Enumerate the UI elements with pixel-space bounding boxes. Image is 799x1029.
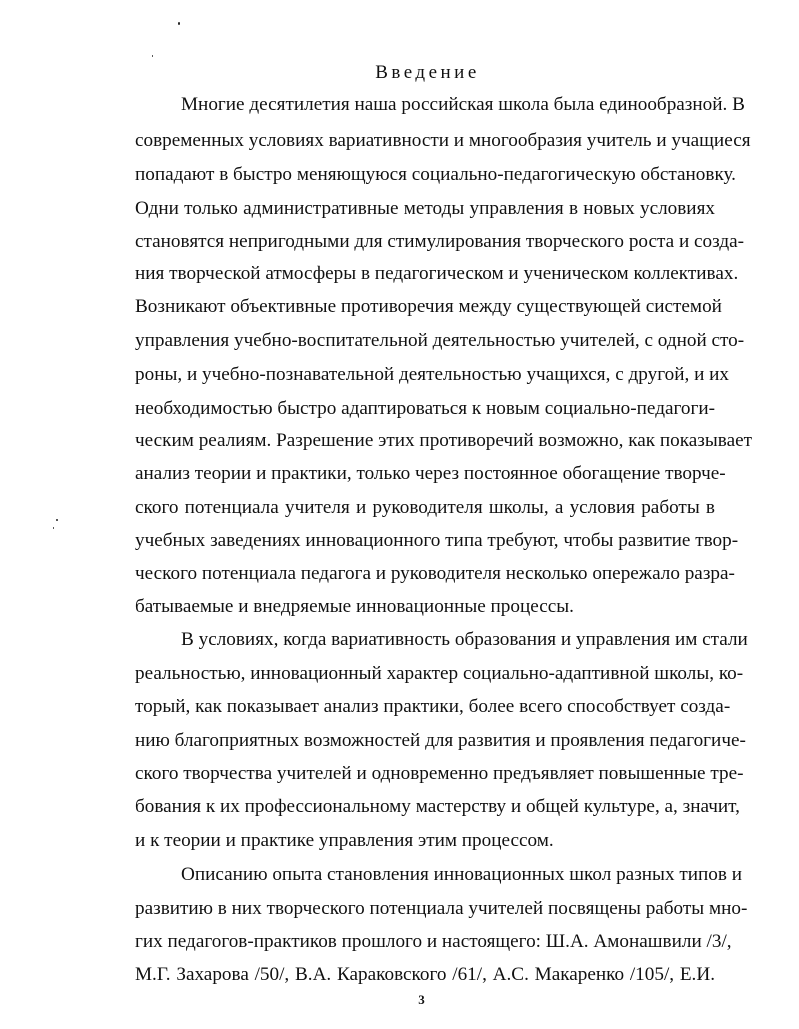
paragraph-line: реальностью, инновационный характер социально-адаптивной школы, ко- <box>135 663 744 684</box>
scan-speck <box>56 519 58 521</box>
paragraph-line: учебных заведениях инновационного типа требуют, чтобы развитие твор- <box>135 530 739 551</box>
paragraph-line: гих педагогов-практиков прошлого и настоящего: Ш.А. Амонашвили /3/, <box>135 931 732 952</box>
paragraph-line: управления учебно-воспитательной деятельностью учителей, с одной сто- <box>135 330 745 351</box>
scan-speck <box>178 22 180 25</box>
paragraph-line: ского творчества учителей и одновременно предъявляет повышенные тре- <box>135 763 744 784</box>
paragraph-line: Описанию опыта становления инновационных школ разных типов и <box>181 864 742 885</box>
paragraph-line: Возникают объективные противоречия между существующей системой <box>135 296 722 317</box>
paragraph-line: ческим реалиям. Разрешение этих противоречий возможно, как показывает <box>135 430 752 451</box>
scan-speck <box>53 527 54 529</box>
page-number: 3 <box>418 992 425 1007</box>
paragraph-line: развитию в них творческого потенциала учителей посвящены работы мно- <box>135 898 748 919</box>
paragraph-line: современных условиях вариативности и многообразия учитель и учащиеся <box>135 130 751 151</box>
paragraph-line: батываемые и внедряемые инновационные процессы. <box>135 596 574 617</box>
paragraph-line: бования к их профессиональному мастерству и общей культуре, а, значит, <box>135 796 740 817</box>
scan-speck <box>152 55 153 57</box>
paragraph-line: и к теории и практике управления этим процессом. <box>135 830 554 851</box>
paragraph-line: необходимостью быстро адаптироваться к новым социально-педагоги- <box>135 398 715 419</box>
paragraph-line: становятся непригодными для стимулирования творческого роста и созда- <box>135 231 745 252</box>
section-heading: Введение <box>375 62 480 83</box>
paragraph-line: ния творческой атмосферы в педагогическом и ученическом коллективах. <box>135 263 739 284</box>
paragraph-line: ского потенциала учителя и руководителя школы, а условия работы в <box>135 497 715 518</box>
paragraph-line: ческого потенциала педагога и руководителя несколько опережало разра- <box>135 563 735 584</box>
paragraph-line: М.Г. Захарова /50/, В.А. Караковского /61/, А.С. Макаренко /105/, Е.И. <box>135 964 715 985</box>
paragraph-line: анализ теории и практики, только через постоянное обогащение творче- <box>135 463 726 484</box>
paragraph-line: Одни только административные методы управления в новых условиях <box>135 198 715 219</box>
paragraph-line: нию благоприятных возможностей для развития и проявления педагогиче- <box>135 730 746 751</box>
paragraph-line: роны, и учебно-познавательной деятельностью учащихся, с другой, и их <box>135 364 730 385</box>
paragraph-line: Многие десятилетия наша российская школа была единообразной. В <box>181 94 745 115</box>
paragraph-line: В условиях, когда вариативность образования и управления им стали <box>181 629 748 650</box>
paragraph-line: торый, как показывает анализ практики, более всего способствует созда- <box>135 696 731 717</box>
paragraph-line: попадают в быстро меняющуюся социально-педагогическую обстановку. <box>135 164 736 185</box>
